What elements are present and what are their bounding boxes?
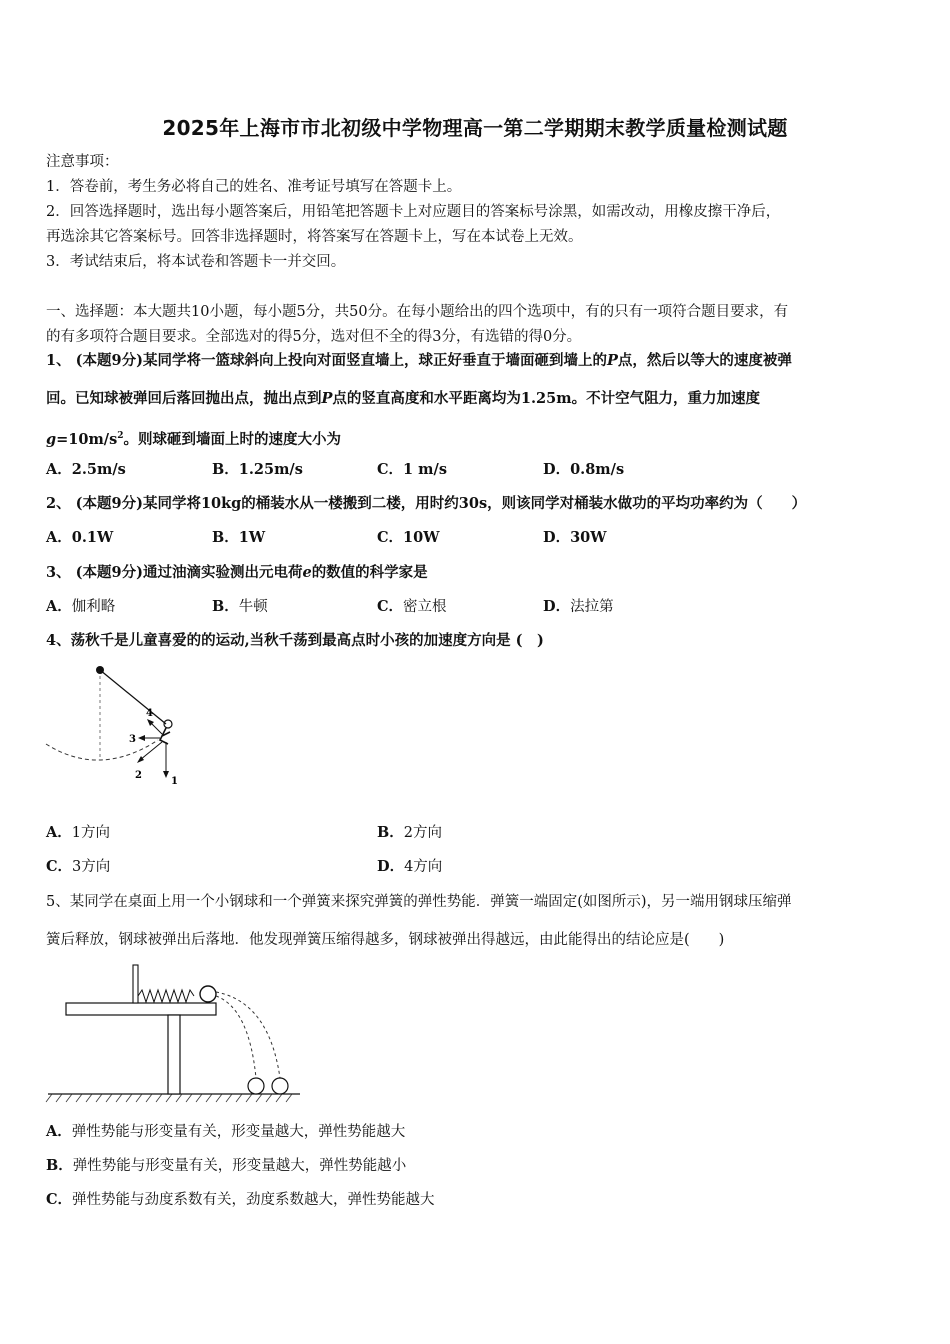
q1-p-symbol: P	[321, 390, 333, 407]
q1-text: 回。已知球被弹回后落回抛出点，抛出点到	[46, 390, 322, 407]
q4-option-c[interactable]: C．3方向	[46, 858, 111, 875]
arrow-label-2: 2	[135, 770, 142, 781]
q5-stem-line1: 5、某同学在桌面上用一个小钢球和一个弹簧来探究弹簧的弹性势能．弹簧一端固定(如图所示)，另一端用钢球压缩弹	[46, 894, 792, 910]
q4-option-b[interactable]: B．2方向	[377, 824, 442, 841]
q5-spring-table-figure	[44, 960, 304, 1110]
q3-option-c[interactable]: C．密立根	[377, 598, 447, 615]
notice-item: 再选涂其它答案标号。回答非选择题时，将答案写在答题卡上，写在本试卷上无效。	[46, 229, 583, 245]
arrow-label-1: 1	[171, 776, 178, 787]
q1-text: 1、 (本题9分)某同学将一篮球斜向上投向对面竖直墙上，球正好垂直于墙面砸到墙上的	[46, 352, 607, 369]
q2-option-d[interactable]: D．30W	[543, 529, 607, 546]
q4-swing-figure	[40, 660, 200, 790]
notice-heading: 注意事项：	[46, 154, 119, 170]
notice-item: 3．考试结束后，将本试卷和答题卡一并交回。	[46, 254, 346, 270]
notice-item: 1．答卷前，考生务必将自己的姓名、准考证号填写在答题卡上。	[46, 179, 462, 195]
q3-text: 的数值的科学家是	[311, 564, 428, 581]
q1-text: 点的竖直高度和水平距离均为1.25m。不计空气阻力，重力加速度	[332, 390, 761, 407]
q3-option-b[interactable]: B．牛顿	[212, 598, 268, 615]
q4-stem: 4、荡秋千是儿童喜爱的的运动,当秋千荡到最高点时小孩的加速度方向是 ( )	[46, 632, 544, 649]
q3-option-d[interactable]: D．法拉第	[543, 598, 614, 615]
q1-option-d[interactable]: D．0.8m/s	[543, 461, 625, 478]
q3-text: 3、 (本题9分)通过油滴实验测出元电荷	[46, 564, 303, 581]
q1-stem-line3	[46, 426, 341, 450]
notice-item: 2．回答选择题时，选出每小题答案后，用铅笔把答题卡上对应题目的答案标号涂黑，如需改动，用橡皮擦干净后，	[46, 204, 781, 220]
page-title: 2025年上海市市北初级中学物理高一第二学期期末教学质量检测试题	[162, 116, 788, 140]
q1-option-a[interactable]: A．2.5m/s	[46, 461, 126, 478]
q3-stem	[46, 563, 428, 583]
arrow-label-4: 4	[146, 708, 153, 719]
q5-option-a[interactable]: A．弹性势能与形变量有关，形变量越大，弹性势能越大	[46, 1123, 406, 1140]
q5-option-c[interactable]: C．弹性势能与劲度系数有关，劲度系数越大，弹性势能越大	[46, 1191, 435, 1208]
q5-stem-line2: 簧后释放，钢球被弹出后落地．他发现弹簧压缩得越多，钢球被弹出得越远，由此能得出的结论应是( )	[46, 932, 725, 948]
q1-p-symbol: P	[606, 352, 618, 369]
q1-stem-line1	[46, 351, 792, 371]
section-instructions-line2: 的有多项符合题目要求。全部选对的得5分，选对但不全的得3分，有选错的得0分。	[46, 329, 582, 345]
q1-superscript: 2	[117, 431, 124, 441]
q3-option-a[interactable]: A．伽利略	[46, 598, 116, 615]
arrow-label-3: 3	[129, 734, 136, 745]
q1-text: =10m/s	[56, 430, 118, 448]
q2-option-a[interactable]: A．0.1W	[46, 529, 114, 546]
q1-text: 。则球砸到墙面上时的速度大小为	[123, 430, 342, 448]
q2-option-b[interactable]: B．1W	[212, 529, 266, 546]
q2-option-c[interactable]: C．10W	[377, 529, 440, 546]
q1-option-c[interactable]: C．1 m/s	[377, 461, 447, 478]
q3-e-symbol: e	[302, 564, 312, 581]
q4-option-d[interactable]: D．4方向	[377, 858, 443, 875]
q1-option-b[interactable]: B．1.25m/s	[212, 461, 303, 478]
q1-text: 点，然后以等大的速度被弹	[617, 352, 792, 369]
q1-stem-line2	[46, 389, 760, 409]
section-instructions-line1: 一、选择题：本大题共10小题，每小题5分，共50分。在每小题给出的四个选项中，有的只有一项符合题目要求，有	[46, 304, 789, 320]
q2-stem: 2、 (本题9分)某同学将10kg的桶装水从一楼搬到二楼，用时约30s，则该同学对桶装水做功的平均功率约为（ ）	[46, 495, 807, 512]
q5-option-b[interactable]: B．弹性势能与形变量有关，形变量越大，弹性势能越小	[46, 1157, 407, 1174]
q4-option-a[interactable]: A．1方向	[46, 824, 110, 841]
q1-g-symbol: g	[46, 430, 57, 448]
